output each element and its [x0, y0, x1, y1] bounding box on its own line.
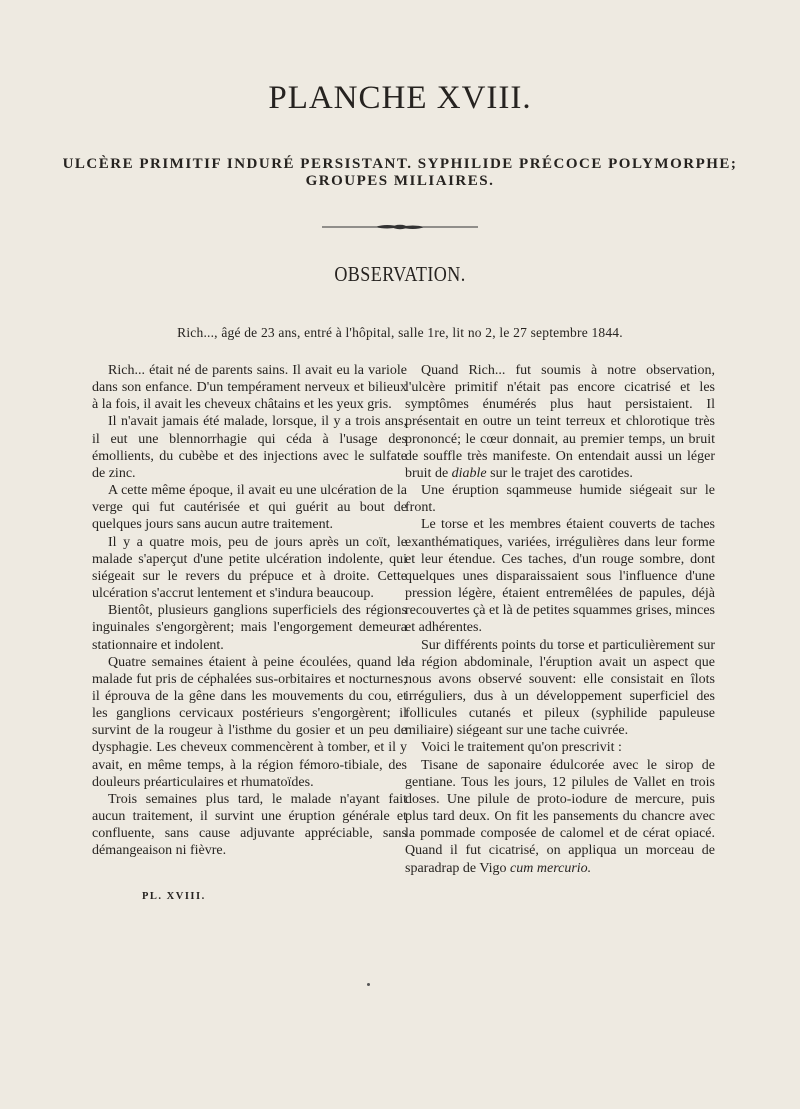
- observation-heading: OBSERVATION.: [334, 262, 466, 286]
- paragraph-text: sur le trajet des carotides.: [490, 465, 633, 481]
- plate-signature: PL. XVIII.: [142, 891, 206, 902]
- paragraph: Trois semaines plus tard, le malade n'ayant fait aucun traitement, il survint une éruption générale et confluente, sans cause adjuvante appréciable, sans démangeaison ni fièvre.: [92, 791, 407, 859]
- paragraph: Sur différents points du torse et particulièrement sur la région abdominale, l'éruption avait un aspect que nous avons observé souvent: elle consistait en îlots irréguliers, dus à un développement superficiel des follicules cutanés et pileux (syphilide papuleuse miliaire) siégeant sur une tache cuivrée.: [405, 637, 715, 739]
- paragraph: A cette même époque, il avait eu une ulcération de la verge qui fut cautérisée et qui guérit au bout de quelques jours sans aucun autre traitement.: [92, 483, 407, 533]
- plate-title: PLANCHE XVIII.: [268, 80, 532, 116]
- paragraph: Rich... était né de parents sains. Il avait eu la variole dans son enfance. D'un tempérament nerveux et bilieux à la fois, il avait les cheveux châtains et les yeux gris.: [92, 363, 407, 413]
- page-mark: [367, 983, 370, 986]
- italic-term: cum mercurio.: [510, 860, 592, 876]
- right-column: [405, 362, 715, 877]
- paragraph: Quatre semaines étaient à peine écoulées, quand le malade fut pris de céphalées sus-orbitaires et nocturnes; il éprouva de la gêne dans les mouvements du cou, et les ganglions cervicaux postérieurs s'engorgèrent; il survint de la rougeur à l'isthme du gosier et un peu de dysphagie. Les cheveux commencèrent à tomber, et il y avait, en même temps, à la région fémoro-tibiale, des douleurs préarticulaires et rhumatoïdes.: [92, 654, 407, 790]
- paragraph-text: Tisane de saponaire édulcorée avec le sirop de gentiane. Tous les jours, 12 pilules de Vallet en trois doses. Une pilule de proto-iodure de mercure, puis plus tard deux. On fit les pansements du chancre avec la pommade composée de calomel et de cérat opiacé. Quand il fut cicatrisé, on appliqua un morceau de sparadrap de Vigo: [405, 757, 715, 876]
- paragraph: Bientôt, plusieurs ganglions superficiels des régions inguinales s'engorgèrent; mais l'engorgement demeura stationnaire et indolent.: [92, 603, 407, 653]
- left-column: [92, 362, 407, 860]
- plate-subtitle: ULCÈRE PRIMITIF INDURÉ PERSISTANT. SYPHILIDE PRÉCOCE POLYMORPHE; GROUPES MILIAIRES.: [62, 156, 738, 189]
- paragraph: Il y a quatre mois, peu de jours après un coït, le malade s'aperçut d'une petite ulcération indolente, qui siégeait sur le revers du prépuce et à droite. Cette ulcération s'accrut lentement et s'indura beaucoup.: [92, 534, 407, 602]
- paragraph: Voici le traitement qu'on prescrivit :: [421, 740, 622, 756]
- italic-term: diable: [451, 465, 487, 481]
- paragraph: [405, 362, 715, 482]
- paragraph: Il n'avait jamais été malade, lorsque, il y a trois ans, il eut une blennorrhagie qui céda à l'usage des émollients, du cubèbe et des injections avec le sulfate de zinc.: [92, 414, 407, 481]
- observation-intro: Rich..., âgé de 23 ans, entré à l'hôpital, salle 1re, lit no 2, le 27 septembre 1844.: [177, 325, 623, 340]
- paragraph: Une éruption sqammeuse humide siégeait sur le front.: [405, 483, 715, 516]
- paragraph: [405, 757, 715, 877]
- paragraph-text: Quand Rich... fut soumis à notre observation, l'ulcère primitif n'était pas encore cicatrisé et les symptômes énumérés plus haut persistaient. Il présentait en outre un teint terreux et chlorotique très prononcé; le cœur donnait, au premier temps, un bruit de souffle très manifeste. On entendait aussi un léger bruit de: [405, 363, 715, 481]
- paragraph: Le torse et les membres étaient couverts de taches exanthématiques, variées, irrégulières dans leur forme et leur étendue. Ces taches, d'un rouge sombre, dont quelques unes disparaissaient sous l'influence d'une pression légère, étaient entremêlées de papules, déjà recouvertes çà et là de petites squammes grises, minces et adhérentes.: [405, 517, 715, 636]
- ornament-divider: [0, 222, 800, 232]
